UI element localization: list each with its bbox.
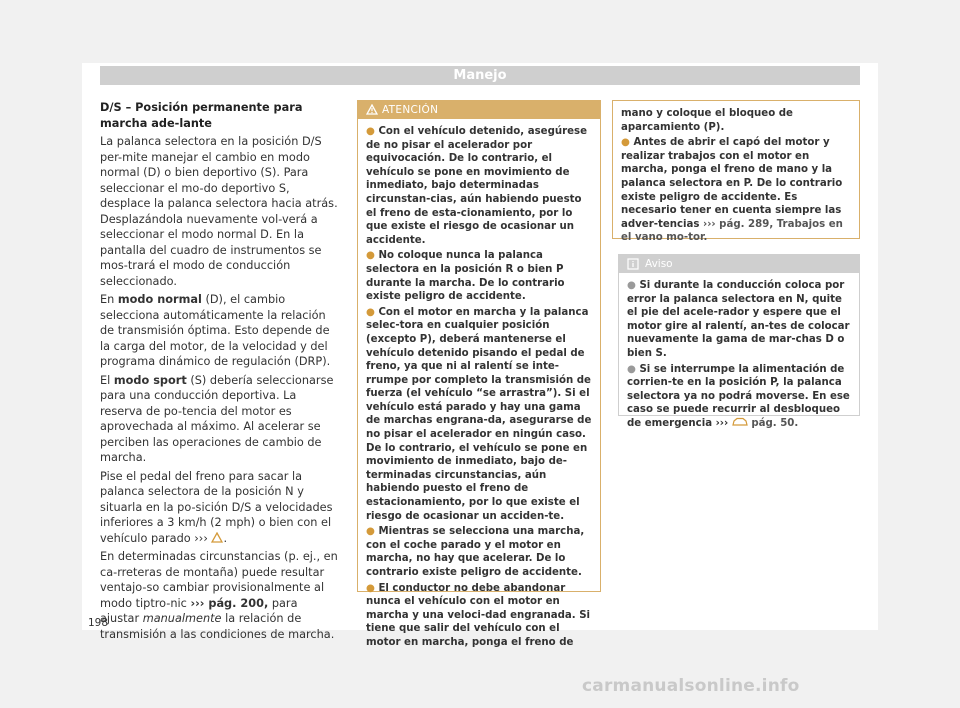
mode-normal-term: modo normal xyxy=(117,293,202,306)
warning-triangle-icon[interactable] xyxy=(211,532,223,543)
paragraph-2: En modo normal (D), el cambio selecciona automáticamente la relación de transmisión óptima. Esto depende de la carga del motor, de la velocidad y del programa dinámico de regulación (DRP). xyxy=(100,293,331,368)
note-header: Aviso xyxy=(619,255,859,273)
warning-header: ATENCIÓN xyxy=(358,101,600,119)
page-ref-link[interactable]: ››› pág. 289, Trabajos en el vano mo-tor. xyxy=(621,218,843,244)
paragraph-5: En determinadas circunstancias (p. ej., en ca-rreteras de montaña) puede resultar ventajo-so cambiar provisionalmente al modo tiptro-nic ››› pág. 200, para ajustar manualmente la relación de transmisión a las condiciones de marcha. xyxy=(100,550,338,641)
warning-cont-body xyxy=(613,101,859,245)
list-item: ● El conductor no debe abandonar nunca el vehículo con el motor en marcha y una veloci-dad engranada. Si tiene que salir del vehículo con el motor en marcha, ponga el freno de xyxy=(366,582,591,648)
paragraph-3: El modo sport (S) debería seleccionarse para una conducción deportiva. La reserva de po-tencia del motor es aprovechada al máximo. Al acelerar se perciben las operaciones de cambio de marcha. xyxy=(100,373,334,464)
page-number: 198 xyxy=(88,617,109,629)
note-body xyxy=(619,273,859,431)
page-ref-link[interactable]: ››› pág. 200, xyxy=(190,596,269,610)
info-icon xyxy=(627,258,639,270)
list-item: ● Si durante la conducción coloca por error la palanca selectora en N, quite el pie del acele-rador y espere que el motor gire al ralentí, an-tes de colocar nuevamente la gama de mar-chas D o bien S. xyxy=(627,280,850,359)
note-box xyxy=(618,254,860,429)
warning-body xyxy=(358,119,600,650)
warning-box xyxy=(357,100,601,648)
warning-box-continued xyxy=(612,100,860,244)
car-icon[interactable] xyxy=(732,417,748,427)
left-column xyxy=(100,100,340,645)
list-item: ● Si se interrumpe la alimentación de corrien-te en la posición P, la palanca selectora ya no podrá moverse. En ese caso se puede recurrir al desbloqueo de emergencia ››› pág. 50. xyxy=(627,363,850,429)
list-item: ● No coloque nunca la palanca selectora en la posición R o bien P durante la marcha. De lo contrario existe peligro de accidente. xyxy=(366,250,565,303)
warning-triangle-icon xyxy=(366,104,378,115)
section-header: Manejo xyxy=(100,66,860,85)
paragraph-1: La palanca selectora en la posición D/S per-mite manejar el cambio en modo normal (D) o bien deportivo (S). Para seleccionar el mo-do deportivo S, desplace la palanca selectora hacia atrás. Desplazándola nuevamente vol-verá a seleccionar el modo normal D. En la pantalla del cuadro de instrumentos se mos-trará el modo de conducción seleccionado. xyxy=(100,135,338,288)
list-item: mano y coloque el bloqueo de aparcamiento (P). xyxy=(621,108,793,133)
list-item: ● Mientras se selecciona una marcha, con el coche parado y el motor en marcha, no hay que acelerar. De lo contrario existe peligro de accidente. xyxy=(366,526,585,578)
page-ref-link[interactable]: pág. 50. xyxy=(751,417,799,429)
list-item: ● Antes de abrir el capó del motor y realizar trabajos con el motor en marcha, ponga el freno de mano y la palanca selectora en P. De lo contrario existe peligro de accidente. Es necesario tener en cuenta siempre las adver-tencias ››› pág. 289, Trabajos en el vano mo-tor. xyxy=(621,137,843,244)
section-heading: D/S – Posición permanente para marcha ade-lante xyxy=(100,101,303,130)
paragraph-4: Pise el pedal del freno para sacar la palanca selectora de la posición N y situarla en la po-sición D/S a velocidades inferiores a 3 km/h (2 mph) o bien con el vehículo parado ››› . xyxy=(100,469,333,545)
mode-sport-term: modo sport xyxy=(113,373,187,387)
list-item: ● Con el vehículo detenido, asegúrese de no pisar el acelerador por equivocación. De lo contrario, el vehículo se pone en movimiento de inmediato, bajo determinadas circunstan-cias, aún habiendo puesto el freno de esta-cionamiento, por lo que existe el riesgo de ocasionar un accidente. xyxy=(366,126,588,246)
list-item: ● Con el motor en marcha y la palanca selec-tora en cualquier posición (excepto P), deberá mantenerse el vehículo detenido pisando el pedal de freno, ya que ni al ralentí se inte-rrumpe por completo la transmisión de fuerza (el vehículo “se arrastra”). Si el vehículo está parado y hay una gama de marchas engrana-da, asegurarse de no pisar el acelerador en ningún caso. De lo contrario, el vehículo se pone en movimiento de inmediato, bajo de-terminadas circunstancias, aún habiendo puesto el freno de estacionamiento, por lo que existe el riesgo de ocasionar un acciden-te. xyxy=(366,306,592,522)
watermark-text: carmanualsonline.info xyxy=(582,676,800,696)
